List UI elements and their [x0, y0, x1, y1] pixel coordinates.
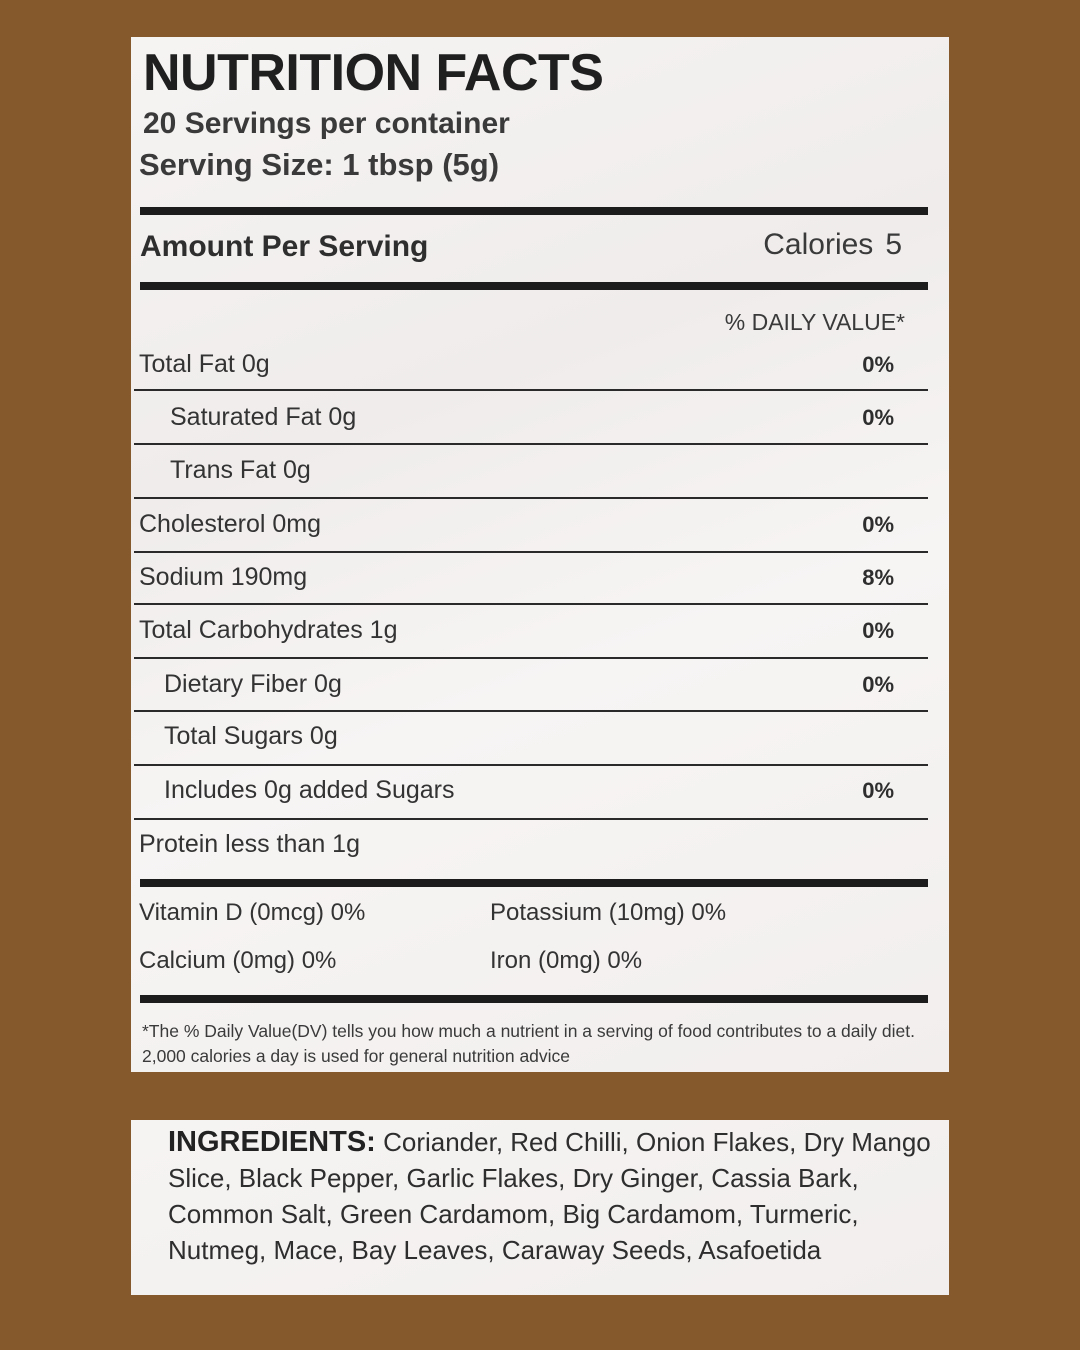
nutrient-row-label: Total Fat 0g — [139, 350, 270, 378]
thick-divider — [140, 207, 928, 215]
calcium: Calcium (0mg) 0% — [139, 947, 337, 974]
row-divider — [134, 389, 928, 391]
ingredients-text-block — [168, 1124, 948, 1268]
nutrient-row-label: Protein less than 1g — [139, 830, 360, 858]
daily-value-header: % DAILY VALUE* — [724, 309, 905, 335]
ingredients-list: Coriander, Red Chilli, Onion Flakes, Dry Mango Slice, Black Pepper, Garlic Flakes, Dry Ginger, Cassia Bark, Common Salt, Green Cardamom, Big Cardamom, Turmeric, Nutmeg, Mace, Bay Leaves, Caraway Seeds, Asafoetida — [168, 1127, 931, 1265]
nutrition-facts-panel — [131, 37, 949, 1072]
nutrient-row-label: Trans Fat 0g — [170, 456, 311, 484]
iron: Iron (0mg) 0% — [490, 947, 643, 974]
row-divider — [134, 603, 928, 605]
servings-per-container: 20 Servings per container — [143, 107, 510, 140]
calories-value: 5 — [885, 228, 902, 261]
nutrient-row-dv: 0% — [862, 352, 894, 377]
nutrient-row-dv: 0% — [862, 672, 894, 697]
row-divider — [134, 818, 928, 820]
ingredients-panel — [131, 1120, 949, 1295]
row-divider — [134, 764, 928, 766]
nutrient-row-dv: 0% — [862, 512, 894, 537]
nutrition-title: NUTRITION FACTS — [143, 44, 604, 102]
amount-per-serving-label: Amount Per Serving — [140, 230, 429, 263]
row-divider — [134, 497, 928, 499]
nutrient-row-dv: 0% — [862, 778, 894, 803]
row-divider — [134, 657, 928, 659]
calories-label: Calories — [763, 228, 874, 261]
row-divider — [134, 710, 928, 712]
row-divider — [134, 551, 928, 553]
nutrient-row-dv: 0% — [862, 405, 894, 430]
thick-divider — [140, 879, 928, 887]
ingredients-title: INGREDIENTS: — [168, 1126, 376, 1158]
nutrient-row-label: Dietary Fiber 0g — [164, 670, 342, 698]
nutrient-row-label: Includes 0g added Sugars — [164, 776, 455, 804]
thick-divider — [140, 282, 928, 290]
row-divider — [134, 443, 928, 445]
nutrient-row-label: Total Sugars 0g — [164, 722, 338, 750]
nutrient-row-label: Saturated Fat 0g — [170, 403, 357, 431]
serving-size: Serving Size: 1 tbsp (5g) — [139, 147, 500, 182]
daily-value-footnote: *The % Daily Value(DV) tells you how much a nutrient in a serving of food contributes to a daily diet. 2,000 calories a day is used for general nutrition advice — [142, 1021, 915, 1066]
vitamin-d: Vitamin D (0mcg) 0% — [139, 899, 366, 926]
nutrient-row-label: Sodium 190mg — [139, 563, 308, 591]
nutrient-row-dv: 8% — [862, 565, 894, 590]
thick-divider — [140, 995, 928, 1003]
nutrient-row-dv: 0% — [862, 618, 894, 643]
potassium: Potassium (10mg) 0% — [490, 899, 727, 926]
nutrient-row-label: Cholesterol 0mg — [139, 510, 322, 538]
nutrient-row-label: Total Carbohydrates 1g — [139, 616, 398, 644]
calories — [763, 228, 902, 262]
